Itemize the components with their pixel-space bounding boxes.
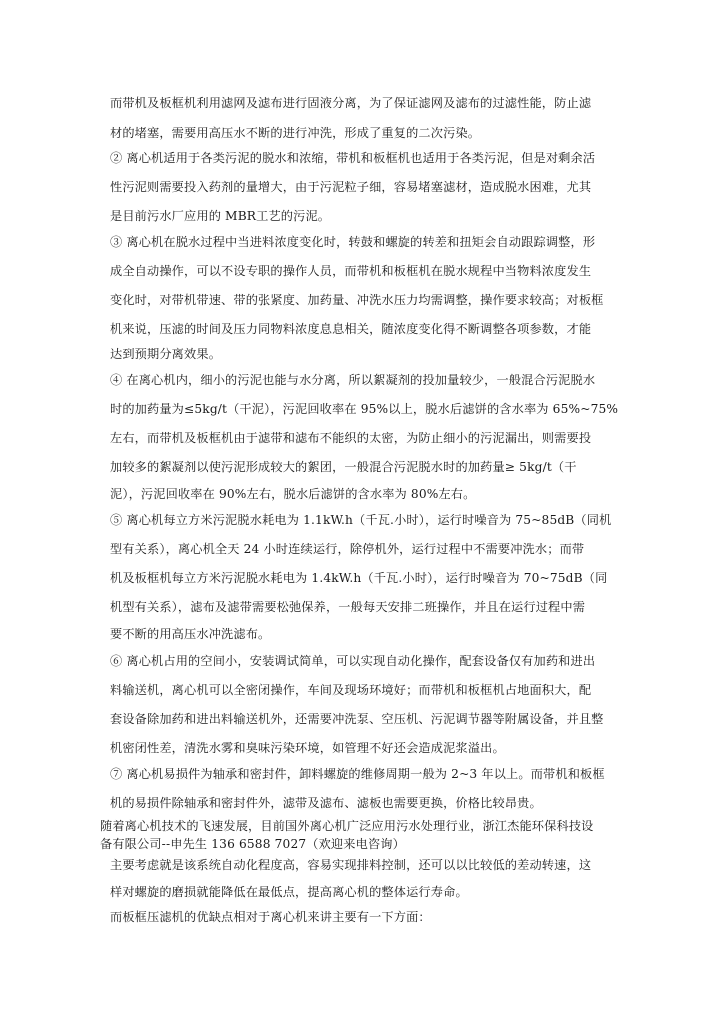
text-line: 套设备除加药和进出料输送机外，还需要冲洗泵、空压机、污泥调节器等附属设备，并且整 — [110, 712, 604, 726]
text-line: 而板框压滤机的优缺点相对于离心机来讲主要有一下方面： — [110, 910, 431, 924]
text-line: 成全自动操作，可以不设专职的操作人员，而带机和板框机在脱水规程中当物料浓度发生 — [110, 264, 592, 278]
text-line: 型有关系），离心机全天 24 小时连续运行，除停机外，运行过程中不需要冲洗水；而带 — [110, 542, 585, 556]
text-line: 达到预期分离效果。 — [110, 347, 222, 361]
text-line: 材的堵塞，需要用高压水不断的进行冲洗，形成了重复的二次污染。 — [110, 126, 481, 140]
text-line: 是目前污水厂应用的 MBR工艺的污泥。 — [110, 209, 331, 223]
text-line: 主要考虑就是该系统自动化程度高，容易实现排料控制，还可以以比较低的差动转速，这 — [110, 858, 592, 872]
text-line: 料输送机，离心机可以全密闭操作，车间及现场环境好；而带机和板框机占地面积大，配 — [110, 683, 592, 697]
text-line: ③ 离心机在脱水过程中当进料浓度变化时，转鼓和螺旋的转差和扭矩会自动跟踪调整，形 — [110, 235, 596, 249]
text-line: 加较多的絮凝剂以使污泥形成较大的絮团，一般混合污泥脱水时的加药量≥ 5kg/t（干 — [110, 460, 577, 474]
text-line: ④ 在离心机内，细小的污泥也能与水分离，所以絮凝剂的投加量较少，一般混合污泥脱水 — [110, 373, 596, 387]
text-line: 左右，而带机及板框机由于滤带和滤布不能织的太密，为防止细小的污泥漏出，则需要投 — [110, 431, 592, 445]
text-line: ② 离心机适用于各类污泥的脱水和浓缩，带机和板框机也适用于各类污泥，但是对剩余活 — [110, 151, 596, 165]
text-line: 机及板框机每立方米污泥脱水耗电为 1.4kW.h（千瓦.小时），运行时噪音为 70~75dB（同 — [110, 571, 608, 585]
text-line: ⑤ 离心机每立方米污泥脱水耗电为 1.1kW.h（千瓦.小时），运行时噪音为 75~85dB（同机 — [110, 513, 612, 527]
text-line: 性污泥则需要投入药剂的量增大，由于污泥粒子细，容易堵塞滤材，造成脱水困难，尤其 — [110, 180, 592, 194]
text-line: 机密闭性差，清洗水雾和臭味污染环境，如管理不好还会造成泥浆溢出。 — [110, 741, 505, 755]
text-line: 要不断的用高压水冲洗滤布。 — [110, 627, 271, 641]
text-line: ⑥ 离心机占用的空间小，安装调试简单，可以实现自动化操作，配套设备仅有加药和进出 — [110, 654, 596, 668]
text-line: 随着离心机技术的飞速发展，目前国外离心机广泛应用污水处理行业，浙江杰能环保科技设 — [100, 819, 594, 833]
text-line: 机型有关系），滤布及滤带需要松弛保养，一般每天安排二班操作，并且在运行过程中需 — [110, 600, 586, 614]
text-line: 变化时，对带机带速、带的张紧度、加药量、冲洗水压力均需调整，操作要求较高；对板框 — [110, 293, 604, 307]
text-line: 机的易损件除轴承和密封件外，滤带及滤布、滤板也需要更换，价格比较昂贵。 — [110, 796, 542, 810]
text-line: ⑦ 离心机易损件为轴承和密封件，卸料螺旋的维修周期一般为 2~3 年以上。而带机和板框 — [110, 767, 605, 781]
text-line: 机来说，压滤的时间及压力同物料浓度息息相关，随浓度变化得不断调整各项参数，才能 — [110, 322, 592, 336]
text-line: 样对螺旋的磨损就能降低在最低点，提高离心机的整体运行寿命。 — [110, 885, 468, 899]
text-line: 备有限公司--申先生 136 6588 7027（欢迎来电咨询） — [100, 837, 405, 851]
text-line: 而带机及板框机利用滤网及滤布进行固液分离，为了保证滤网及滤布的过滤性能，防止滤 — [110, 96, 592, 110]
text-line: 时的加药量为≤5kg/t（干泥），污泥回收率在 95%以上，脱水后滤饼的含水率为 65%~75% — [110, 402, 619, 416]
text-line: 泥），污泥回收率在 90%左右，脱水后滤饼的含水率为 80%左右。 — [110, 487, 476, 501]
